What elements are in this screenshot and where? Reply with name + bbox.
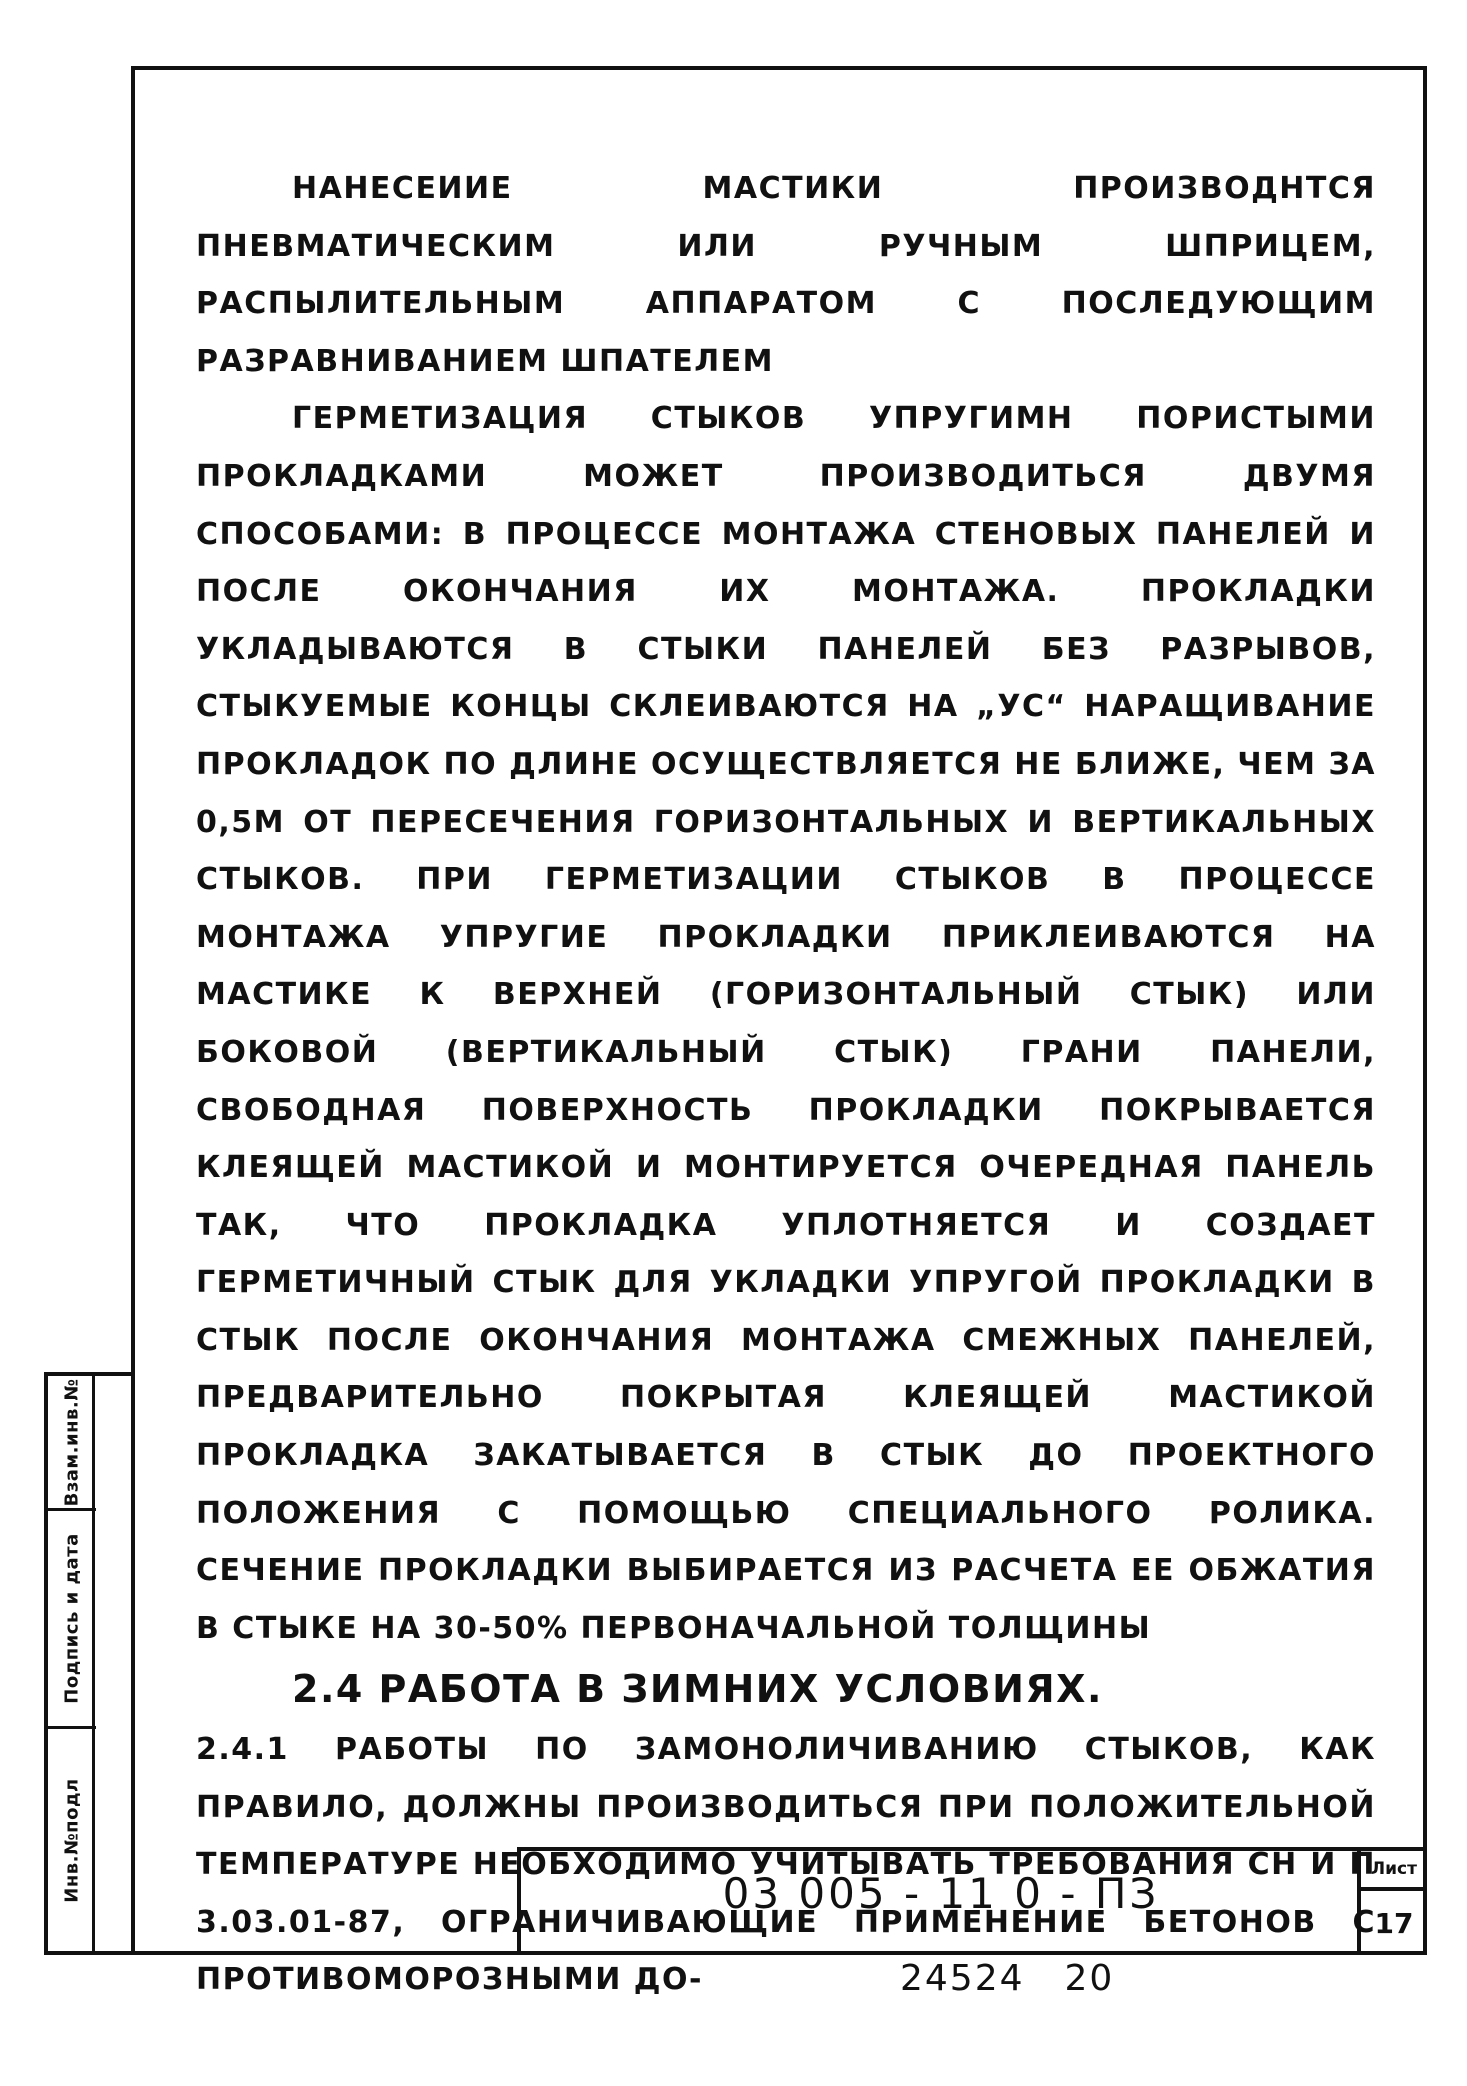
side-label-inv-podl: Инв.№подл	[61, 1777, 83, 1903]
title-block	[517, 1847, 1427, 1955]
document-code: 03 005 - 11 0 - ПЗ	[722, 1869, 1160, 1918]
side-cell-inv-podl	[48, 1729, 96, 1951]
left-margin-strip	[44, 1372, 131, 1955]
side-label-vzam-inv: Взам.инв.№	[61, 1378, 83, 1506]
side-strip-divider	[92, 1376, 95, 1951]
side-cell-podpis-data	[48, 1511, 96, 1729]
clause-paragraph: 2.4.1 РАБОТЫ ПО ЗАМОНОЛИЧИВАНИЮ СТЫКОВ, КАК ПРАВИЛО, ДОЛЖНЫ ПРОИЗВОДИТЬСЯ ПРИ ПОЛОЖИТЕЛЬНОЙ ТЕМПЕРАТУРЕ НЕОБХОДИМО УЧИТЫВАТЬ ТРЕБОВАНИЯ СН И П 3.03.01-87, ОГРАНИЧИВАЮЩИЕ ПРИМЕНЕНИЕ БЕТОНОВ С ПРОТИВОМОРОЗНЫМИ ДО-	[196, 1732, 1376, 1998]
stamp-page-number: 20	[1064, 1958, 1115, 1999]
body-text	[196, 160, 1376, 2009]
section-heading: 2.4 РАБОТА В ЗИМНИХ УСЛОВИЯХ.	[292, 1667, 1103, 1712]
paragraph: ГЕРМЕТИЗАЦИЯ СТЫКОВ УПРУГИМН ПОРИСТЫМИ ПРОКЛАДКАМИ МОЖЕТ ПРОИЗВОДИТЬСЯ ДВУМЯ СПОСОБАМИ: В ПРОЦЕССЕ МОНТАЖА СТЕНОВЫХ ПАНЕЛЕЙ И ПОСЛЕ ОКОНЧАНИЯ ИХ МОНТАЖА. ПРОКЛАДКИ УКЛАДЫВАЮТСЯ В СТЫКИ ПАНЕЛЕЙ БЕЗ РАЗРЫВОВ, СТЫКУЕМЫЕ КОНЦЫ СКЛЕИВАЮТСЯ НА „УС“ НАРАЩИВАНИЕ ПРОКЛАДОК ПО ДЛИНЕ ОСУЩЕСТВЛЯЕТСЯ НЕ БЛИЖЕ, ЧЕМ ЗА 0,5М ОТ ПЕРЕСЕЧЕНИЯ ГОРИЗОНТАЛЬНЫХ И ВЕРТИКАЛЬНЫХ СТЫКОВ. ПРИ ГЕРМЕТИЗАЦИИ СТЫКОВ В ПРОЦЕССЕ МОНТАЖА УПРУГИЕ ПРОКЛАДКИ ПРИКЛЕИВАЮТСЯ НА МАСТИКЕ К ВЕРХНЕЙ (ГОРИЗОНТАЛЬНЫЙ СТЫК) ИЛИ БОКОВОЙ (ВЕРТИКАЛЬНЫЙ СТЫК) ГРАНИ ПАНЕЛИ, СВОБОДНАЯ ПОВЕРХНОСТЬ ПРОКЛАДКИ ПОКРЫВАЕТСЯ КЛЕЯЩЕЙ МАСТИКОЙ И МОНТИРУЕТСЯ ОЧЕРЕДНАЯ ПАНЕЛЬ ТАК, ЧТО ПРОКЛАДКА УПЛОТНЯЕТСЯ И СОЗДАЕТ ГЕРМЕТИЧНЫЙ СТЫК ДЛЯ УКЛАДКИ УПРУГОЙ ПРОКЛАДКИ В СТЫК ПОСЛЕ ОКОНЧАНИЯ МОНТАЖА СМЕЖНЫХ ПАНЕЛЕЙ, ПРЕДВАРИТЕЛЬНО ПОКРЫТАЯ КЛЕЯЩЕЙ МАСТИКОЙ ПРОКЛАДКА ЗАКАТЫВАЕТСЯ В СТЫК ДО ПРОЕКТНОГО ПОЛОЖЕНИЯ С ПОМОЩЬЮ СПЕЦИАЛЬНОГО РОЛИКА. СЕЧЕНИЕ ПРОКЛАДКИ ВЫБИРАЕТСЯ ИЗ РАСЧЕТА ЕЕ ОБЖАТИЯ В СТЫКЕ НА 30-50% ПЕРВОНАЧАЛЬНОЙ ТОЛЩИНЫ	[196, 401, 1376, 1646]
side-label-podpis-data: Подпись и дата	[61, 1533, 83, 1704]
sheet-box	[1357, 1851, 1427, 1955]
archive-number: 24524	[900, 1958, 1025, 1999]
paragraph: НАНЕСЕИИЕ МАСТИКИ ПРОИЗВОДНТСЯ ПНЕВМАТИЧЕСКИМ ИЛИ РУЧНЫМ ШПРИЦЕМ, РАСПЫЛИТЕЛЬНЫМ АППАРАТОМ С ПОСЛЕДУЮЩИМ РАЗРАВНИВАНИЕМ ШПАТЕЛЕМ	[196, 171, 1376, 379]
archive-stamp	[900, 1958, 1114, 1999]
side-cell-vzam-inv	[48, 1376, 96, 1511]
sheet-number: 17	[1374, 1906, 1414, 1940]
sheet-label: Лист	[1361, 1851, 1427, 1891]
